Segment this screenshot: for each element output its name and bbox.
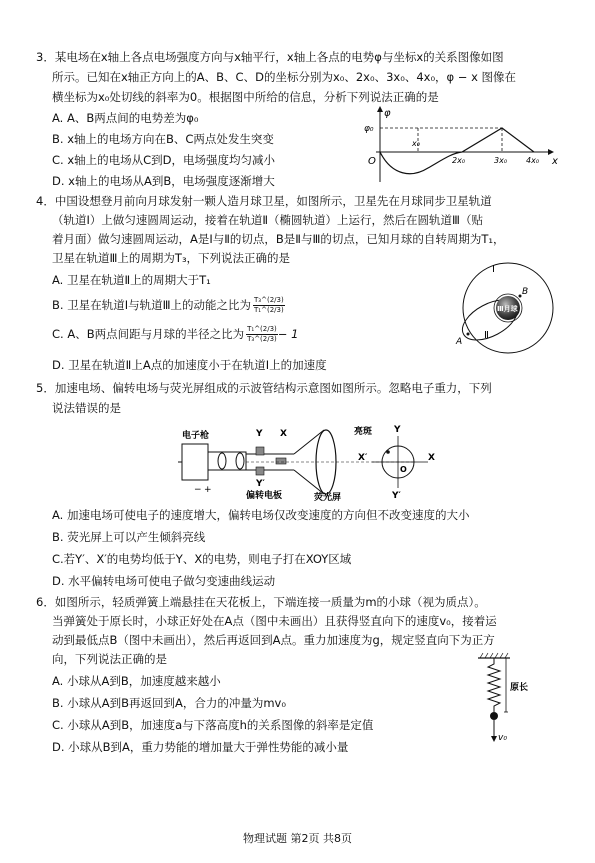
q4-label-orbit-2: Ⅱ: [484, 330, 489, 341]
q4-stem-line-2: （轨道Ⅰ）上做匀速圆周运动，接着在轨道Ⅱ（椭圆轨道）上运行，然后在圆轨道Ⅲ（贴: [52, 213, 483, 227]
q6-stem-line-3: 动到最低点B（图中未画出），然后再返回到A点。重力加速度为g，规定竖直向下为正方: [52, 633, 495, 647]
page-footer: 物理试题 第2页 共8页: [243, 832, 352, 845]
q4-option-b-numerator: T₃^(2/3): [254, 295, 284, 304]
q5-label-spot: 亮斑: [354, 427, 373, 437]
q4-stem-line-1: 4．中国设想登月前向月球发射一颗人造月球卫星，如图所示，卫星先在月球同步卫星轨道: [36, 194, 492, 208]
q4-option-d: D. 卫星在轨道Ⅱ上A点的加速度小于在轨道Ⅰ上的加速度: [52, 358, 327, 372]
q5-label-screen: 荧光屏: [314, 493, 342, 502]
q6-ball: [490, 712, 498, 720]
q5-label-origin: O: [400, 465, 407, 474]
q4-label-orbit-1: Ⅰ: [492, 264, 495, 275]
q3-option-c: C. x轴上的电场从C到D，电场强度均匀减小: [52, 153, 276, 167]
q5-label-plates: 偏转电板: [246, 491, 283, 501]
q3-option-b: B. x轴上的电场方向在B、C两点处发生突变: [52, 132, 274, 146]
q6-option-a: A. 小球从A到B，加速度越来越小: [52, 674, 221, 688]
q5-label-x-right: X: [428, 453, 435, 463]
q3-option-a: A. A、B两点间的电势差为φ₀: [52, 111, 199, 125]
q5-oscilloscope-diagram: [176, 422, 436, 502]
q6-label-v0: v₀: [498, 733, 507, 743]
q4-orbit-diagram: [448, 256, 568, 356]
q5-label-y-right: Y: [394, 425, 401, 435]
q4-option-c-text: C. A、B两点间距与月球的半径之比为: [52, 326, 245, 341]
q6-label-natural-length: 原长: [510, 683, 529, 693]
q3-graph-tick-2x0: 2x₀: [452, 156, 466, 165]
q3-graph-y-label: φ: [384, 108, 391, 119]
q5-stem-line-1: 5．加速电场、偏转电场与荧光屏组成的示波管结构示意图如图所示。忽略电子重力，下列: [36, 381, 492, 395]
q5-option-d: D. 水平偏转电场可使电子做匀变速曲线运动: [52, 574, 276, 588]
q5-label-plus: +: [204, 485, 212, 495]
q4-option-c-suffix: − 1: [277, 326, 299, 341]
q6-option-d: D. 小球从B到A，重力势能的增加量大于弹性势能的减小量: [52, 740, 349, 754]
q5-label-xp-left: X′: [358, 453, 368, 463]
q3-graph-tick-x0: x₀: [412, 139, 420, 148]
q6-option-b: B. 小球从A到B再返回到A，合力的冲量为mv₀: [52, 696, 286, 710]
q4-label-point-a: A: [456, 337, 463, 347]
q3-stem-line-3: 横坐标为x₀处切线的斜率为0。根据图中所给的信息，分析下列说法正确的是: [52, 90, 439, 104]
q4-option-b-denominator: T₁^(2/3): [254, 305, 284, 314]
q4-option-c-fraction: [246, 325, 278, 344]
q3-stem-line-1: 3．某电场在x轴上各点电场强度方向与x轴平行，x轴上各点的电势φ与坐标x的关系图像如图: [36, 50, 504, 64]
q6-stem-line-1: 6．如图所示，轻质弹簧上端悬挂在天花板上，下端连接一质量为m的小球（视为质点）。: [36, 595, 486, 609]
q5-option-c: C.若Y′、X′的电势均低于Y、X的电势，则电子打在XOY区域: [52, 552, 352, 566]
q5-label-yp-left: Y′: [256, 479, 265, 489]
q6-stem-line-2: 当弹簧处于原长时，小球正好处在A点（图中未画出）且获得竖直向下的速度v₀，接着运: [52, 614, 497, 628]
q5-label-x-left: X: [280, 429, 287, 439]
q6-stem-line-4: 向，下列说法正确的是: [52, 652, 167, 666]
q3-stem-line-2: 所示。已知在x轴正方向上的A、B、C、D的坐标分别为x₀、2x₀、3x₀、4x₀，φ − x 图像在: [52, 70, 517, 84]
q4-option-b: [52, 290, 285, 320]
q3-graph-y-tick: φ₀: [364, 124, 374, 134]
q4-moon-label: Ⅲ月球: [497, 305, 518, 313]
q5-label-minus: −: [194, 485, 202, 495]
q4-option-b-text: B. 卫星在轨道Ⅰ与轨道Ⅲ上的动能之比为: [52, 297, 252, 312]
q5-option-a: A. 加速电场可使电子的速度增大，偏转电场仅改变速度的方向但不改变速度的大小: [52, 508, 470, 522]
q4-stem-line-3: 着月面）做匀速圆周运动，A是Ⅰ与Ⅱ的切点，B是Ⅱ与Ⅲ的切点，已知月球的自转周期为T₁，: [52, 232, 505, 246]
q4-label-point-b: B: [522, 287, 529, 297]
q5-label-gun: 电子枪: [182, 431, 210, 441]
q3-graph-x-label: x: [552, 156, 558, 167]
q3-graph-tick-4x0: 4x₀: [526, 156, 540, 165]
q5-label-yp-right: Y′: [392, 491, 401, 501]
q5-option-b: B. 荧光屏上可以产生倾斜亮线: [52, 530, 206, 544]
q5-stem-line-2: 说法错误的是: [52, 401, 121, 415]
q3-option-d: D. x轴上的电场从A到B，电场强度逐渐增大: [52, 174, 275, 188]
q4-option-c: [52, 318, 298, 350]
q4-stem-line-4: 卫星在轨道Ⅲ上的周期为T₃，下列说法正确的是: [52, 251, 291, 265]
q6-option-c: C. 小球从A到B，加速度a与下落高度h的关系图像的斜率是定值: [52, 718, 374, 732]
q3-graph-tick-3x0: 3x₀: [494, 156, 508, 165]
q3-graph-origin: O: [368, 156, 376, 167]
q4-option-c-numerator: T₁^(2/3): [247, 324, 277, 333]
q4-option-a: A. 卫星在轨道Ⅱ上的周期大于T₁: [52, 273, 211, 287]
q4-option-c-denominator: T₃^(2/3): [247, 334, 277, 343]
q5-label-y-left: Y: [256, 429, 263, 439]
q4-option-b-fraction: [253, 296, 285, 315]
q6-spring-diagram: [470, 650, 530, 750]
q3-phi-x-graph: [362, 106, 562, 186]
